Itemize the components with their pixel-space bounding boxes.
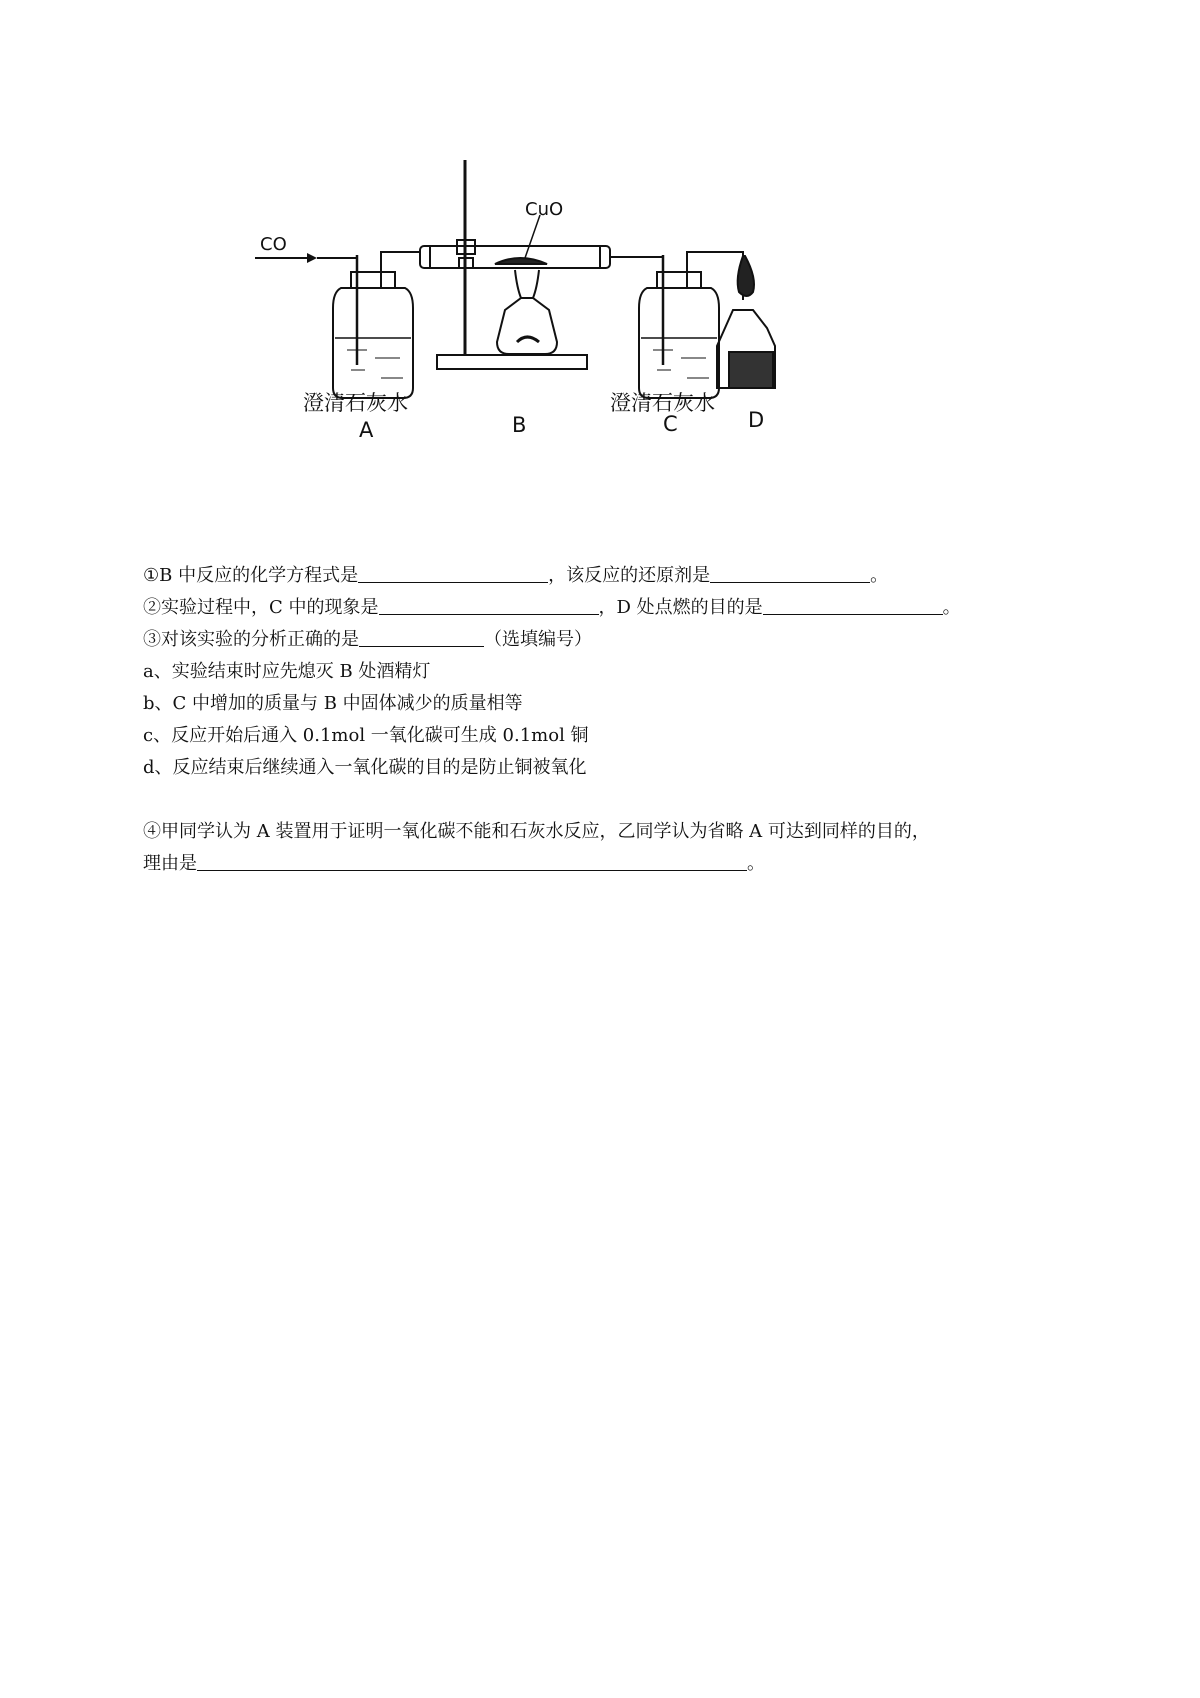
answer-blank[interactable]	[379, 592, 599, 615]
question-1-text-2: ，该反应的还原剂是	[548, 565, 711, 586]
question-2-end: 。	[942, 597, 961, 618]
question-4-end: 。	[747, 853, 765, 874]
question-3	[143, 624, 1073, 656]
apparatus-figure	[255, 160, 875, 485]
apparatus-diagram	[255, 160, 875, 485]
answer-blank[interactable]	[710, 560, 870, 583]
answer-blank[interactable]	[359, 624, 484, 647]
option-item: c、反应开始后通入 0.1mol 一氧化碳可生成 0.1mol 铜	[143, 725, 589, 746]
question-4-line-1: ④甲同学认为 A 装置用于证明一氧化碳不能和石灰水反应，乙同学认为省略 A 可达到同样的目的，	[143, 821, 930, 842]
question-4-prefix: 理由是	[143, 853, 197, 874]
letter-d: D	[748, 408, 765, 432]
bottle-a	[317, 252, 420, 398]
question-1	[143, 560, 1073, 592]
combustion-tube	[420, 215, 647, 268]
question-1-text: ①B 中反应的化学方程式是	[143, 565, 359, 586]
letter-b: B	[512, 413, 527, 437]
question-block	[143, 560, 1073, 880]
question-3-text: ③对该实验的分析正确的是	[143, 629, 359, 650]
bottle-a-name: 澄清石灰水	[303, 391, 408, 415]
option-item: b、C 中增加的质量与 B 中固体减少的质量相等	[143, 693, 523, 714]
option-item: a、实验结束时应先熄灭 B 处酒精灯	[143, 661, 431, 682]
cuo-label: CuO	[525, 199, 564, 220]
question-1-end: 。	[870, 565, 889, 586]
question-3-text-2: （选填编号）	[484, 629, 592, 650]
answer-blank[interactable]	[358, 560, 548, 583]
question-2-text-2: ，D 处点燃的目的是	[598, 597, 763, 618]
answer-blank[interactable]	[763, 592, 943, 615]
question-4-line-2	[143, 848, 1073, 880]
alcohol-lamp-b	[497, 270, 557, 354]
option-item: d、反应结束后继续通入一氧化碳的目的是防止铜被氧化	[143, 757, 587, 778]
answer-blank[interactable]	[197, 848, 747, 871]
letter-c: C	[663, 412, 678, 436]
letter-a: A	[359, 418, 374, 442]
gas-label: CO	[260, 234, 287, 255]
question-2	[143, 592, 1073, 624]
alcohol-lamp-d	[717, 256, 775, 388]
question-2-text: ②实验过程中，C 中的现象是	[143, 597, 379, 618]
bottle-c-name: 澄清石灰水	[610, 391, 715, 415]
